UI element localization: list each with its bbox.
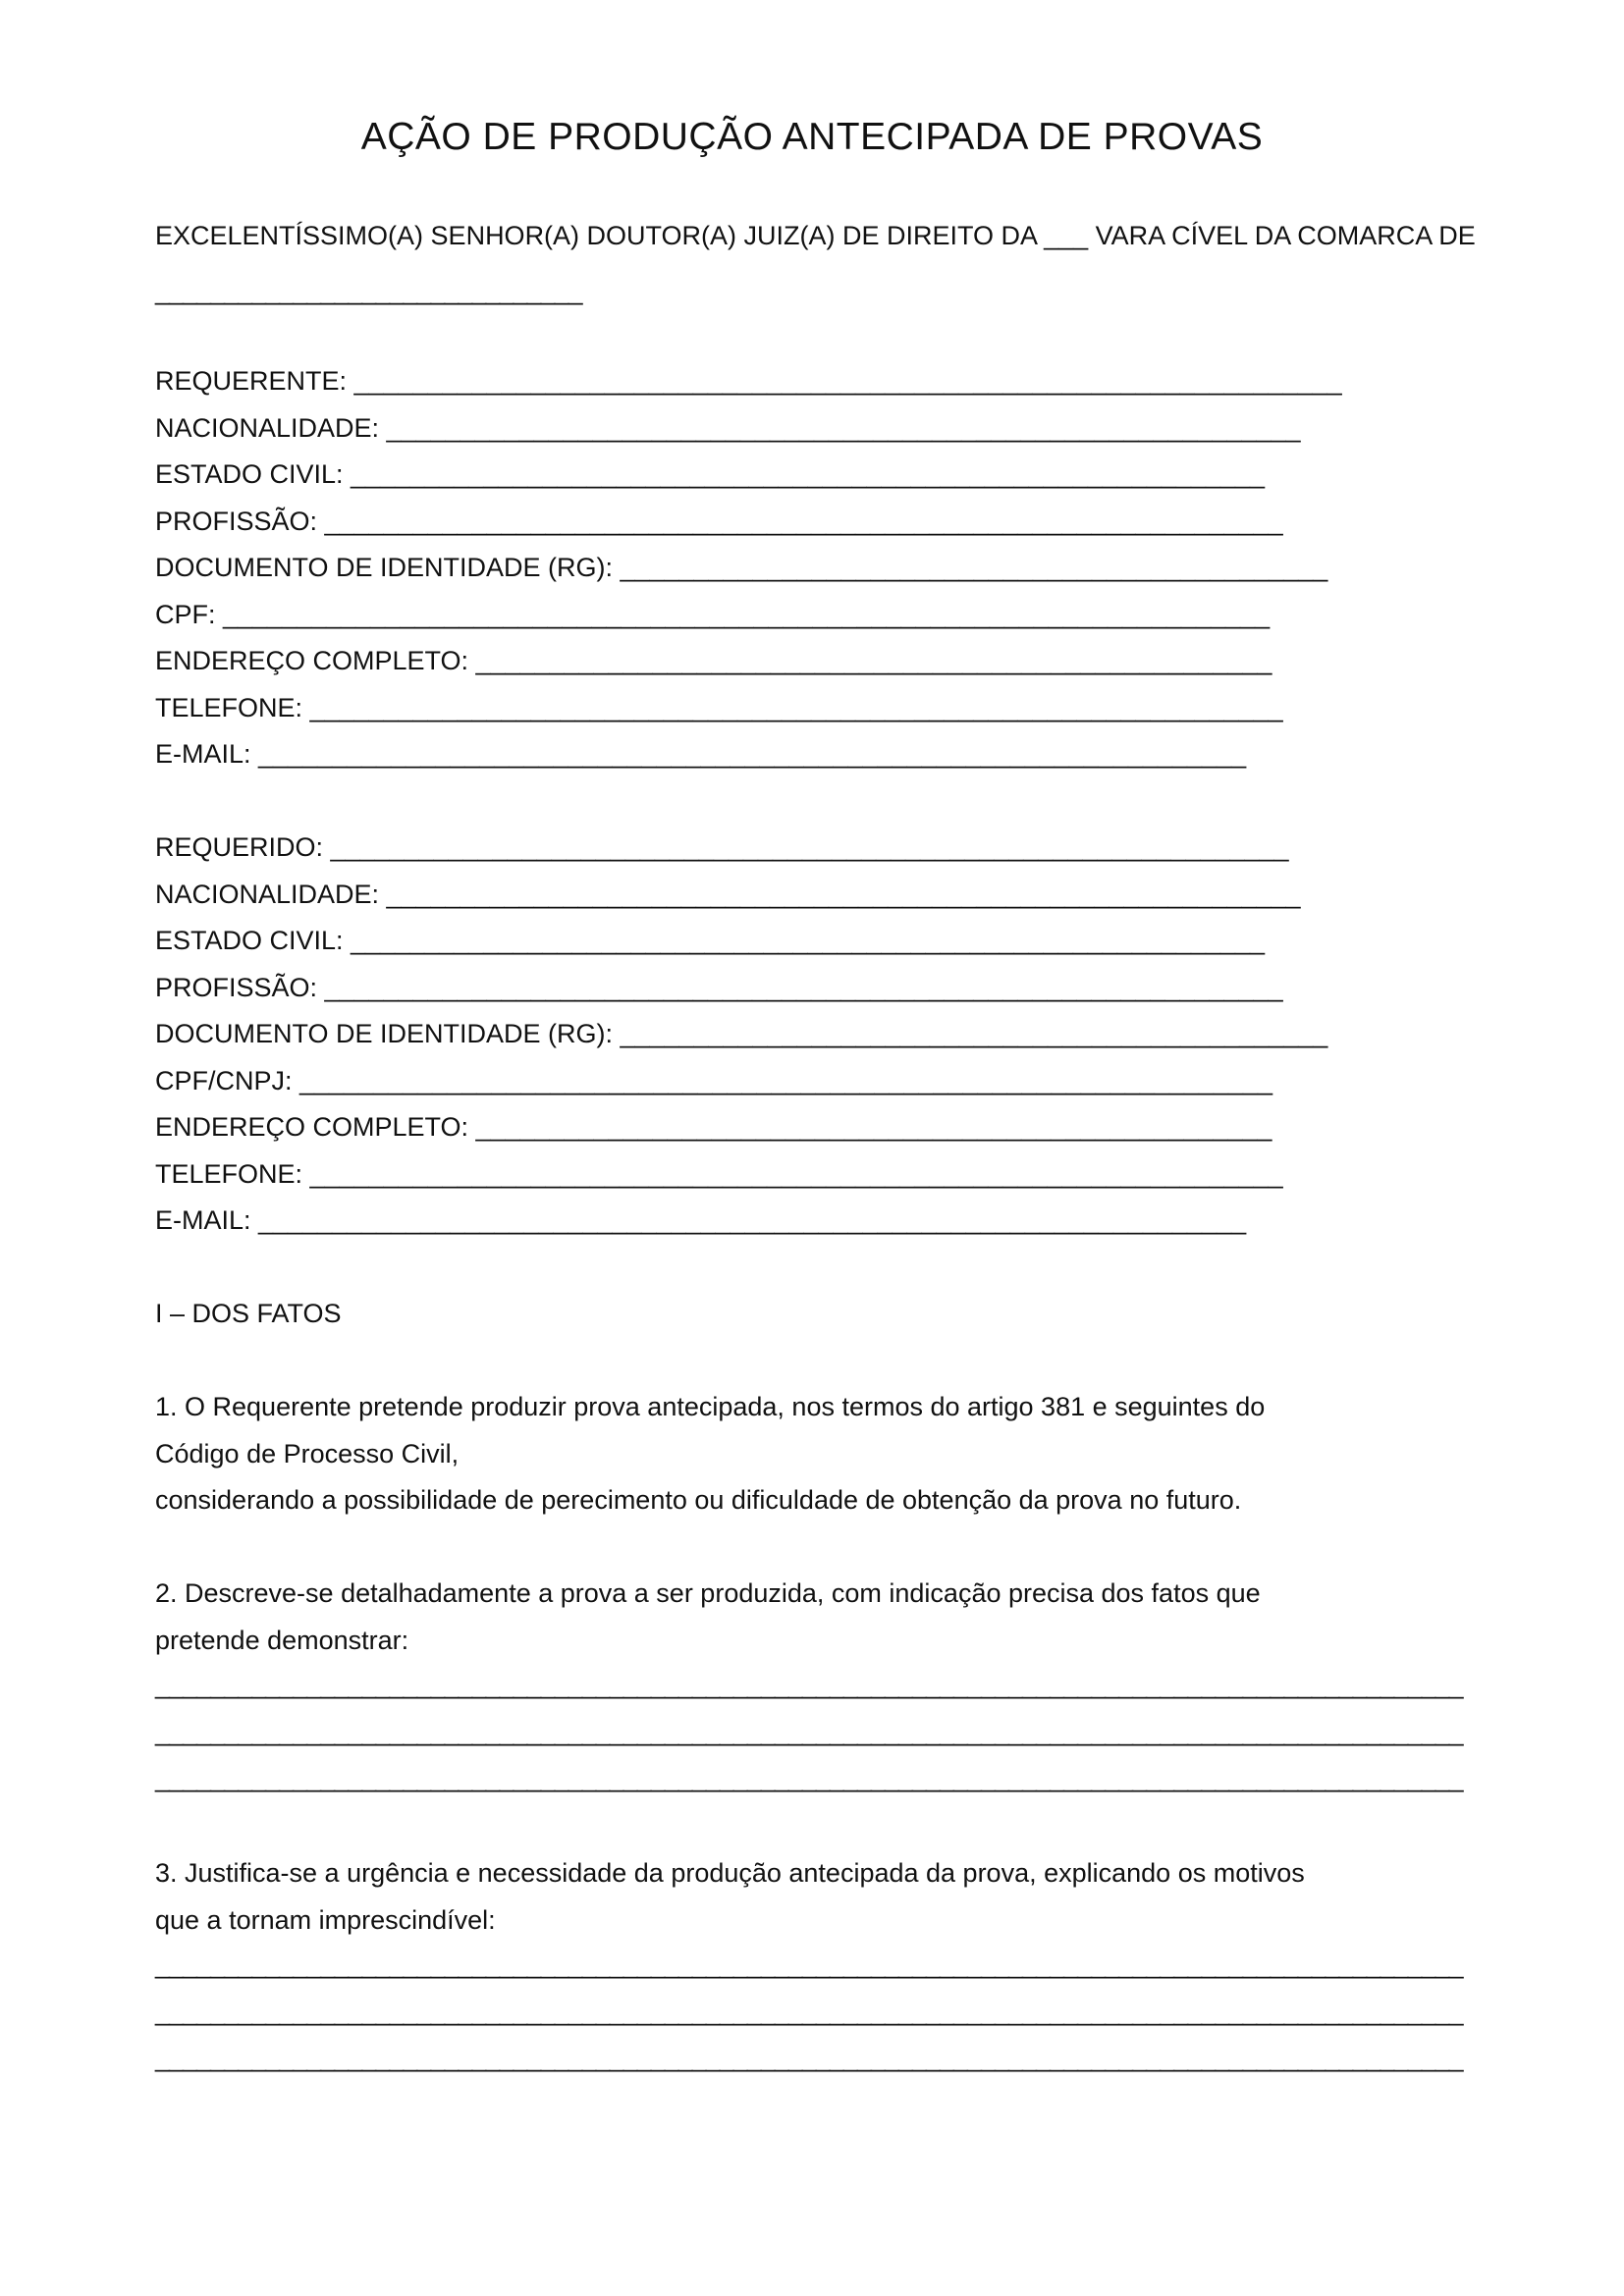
requerido-field[interactable]: REQUERIDO: _________________________________________________________________: [155, 832, 1289, 862]
item3-text-line: 3. Justifica-se a urgência e necessidade da produção antecipada da prova, explicando os motivos: [155, 1858, 1305, 1888]
item2-blank-line[interactable]: _______________________________________________________________________________________________: [155, 1670, 1463, 1699]
item1-text-line: considerando a possibilidade de perecimento ou dificuldade de obtenção da prova no futuro.: [155, 1485, 1242, 1515]
item3-blank-line[interactable]: _______________________________________________________________________________________________: [155, 2043, 1463, 2072]
requerente-email-field[interactable]: E-MAIL: ___________________________________________________________________: [155, 739, 1247, 769]
salutation-blank: _______________________________: [155, 276, 582, 305]
requerido-telefone-field[interactable]: TELEFONE: __________________________________________________________________: [155, 1159, 1283, 1189]
requerido-email-field[interactable]: E-MAIL: ___________________________________________________________________: [155, 1205, 1247, 1235]
requerente-endereco-field[interactable]: ENDEREÇO COMPLETO: ______________________________________________________: [155, 646, 1272, 675]
item1-text-line: Código de Processo Civil,: [155, 1439, 460, 1468]
requerente-profissao-field[interactable]: PROFISSÃO: _________________________________________________________________: [155, 507, 1283, 536]
salutation-line: EXCELENTÍSSIMO(A) SENHOR(A) DOUTOR(A) JUIZ(A) DE DIREITO DA ___ VARA CÍVEL DA COMARCA DE: [155, 221, 1476, 250]
item2-text-line: pretende demonstrar:: [155, 1626, 409, 1655]
section-heading-dos-fatos: I – DOS FATOS: [155, 1299, 342, 1328]
item2-text-line: 2. Descreve-se detalhadamente a prova a ser produzida, com indicação precisa dos fatos que: [155, 1578, 1261, 1608]
document-title: AÇÃO DE PRODUÇÃO ANTECIPADA DE PROVAS: [360, 116, 1264, 158]
requerente-cpf-field[interactable]: CPF: _______________________________________________________________________: [155, 600, 1271, 629]
requerido-cpf-cnpj-field[interactable]: CPF/CNPJ: __________________________________________________________________: [155, 1066, 1273, 1095]
requerente-telefone-field[interactable]: TELEFONE: __________________________________________________________________: [155, 693, 1283, 722]
requerente-nacionalidade-field[interactable]: NACIONALIDADE: ______________________________________________________________: [155, 413, 1301, 443]
requerido-profissao-field[interactable]: PROFISSÃO: _________________________________________________________________: [155, 973, 1283, 1002]
requerente-field[interactable]: REQUERENTE: ___________________________________________________________________: [155, 366, 1342, 396]
requerido-nacionalidade-field[interactable]: NACIONALIDADE: ______________________________________________________________: [155, 880, 1301, 909]
item3-blank-line[interactable]: _______________________________________________________________________________________________: [155, 1997, 1463, 2026]
item2-blank-line[interactable]: _______________________________________________________________________________________________: [155, 1763, 1463, 1792]
requerido-rg-field[interactable]: DOCUMENTO DE IDENTIDADE (RG): ________________________________________________: [155, 1019, 1328, 1048]
requerente-rg-field[interactable]: DOCUMENTO DE IDENTIDADE (RG): ________________________________________________: [155, 553, 1328, 582]
item2-blank-line[interactable]: _______________________________________________________________________________________________: [155, 1717, 1463, 1746]
item1-text-line: 1. O Requerente pretende produzir prova antecipada, nos termos do artigo 381 e seguintes do: [155, 1392, 1266, 1421]
item3-text-line: que a tornam imprescindível:: [155, 1905, 496, 1935]
requerido-estado-civil-field[interactable]: ESTADO CIVIL: ______________________________________________________________: [155, 926, 1266, 955]
item3-blank-line[interactable]: _______________________________________________________________________________________________: [155, 1949, 1463, 1979]
requerido-endereco-field[interactable]: ENDEREÇO COMPLETO: ______________________________________________________: [155, 1112, 1272, 1142]
requerente-estado-civil-field[interactable]: ESTADO CIVIL: ______________________________________________________________: [155, 459, 1266, 489]
